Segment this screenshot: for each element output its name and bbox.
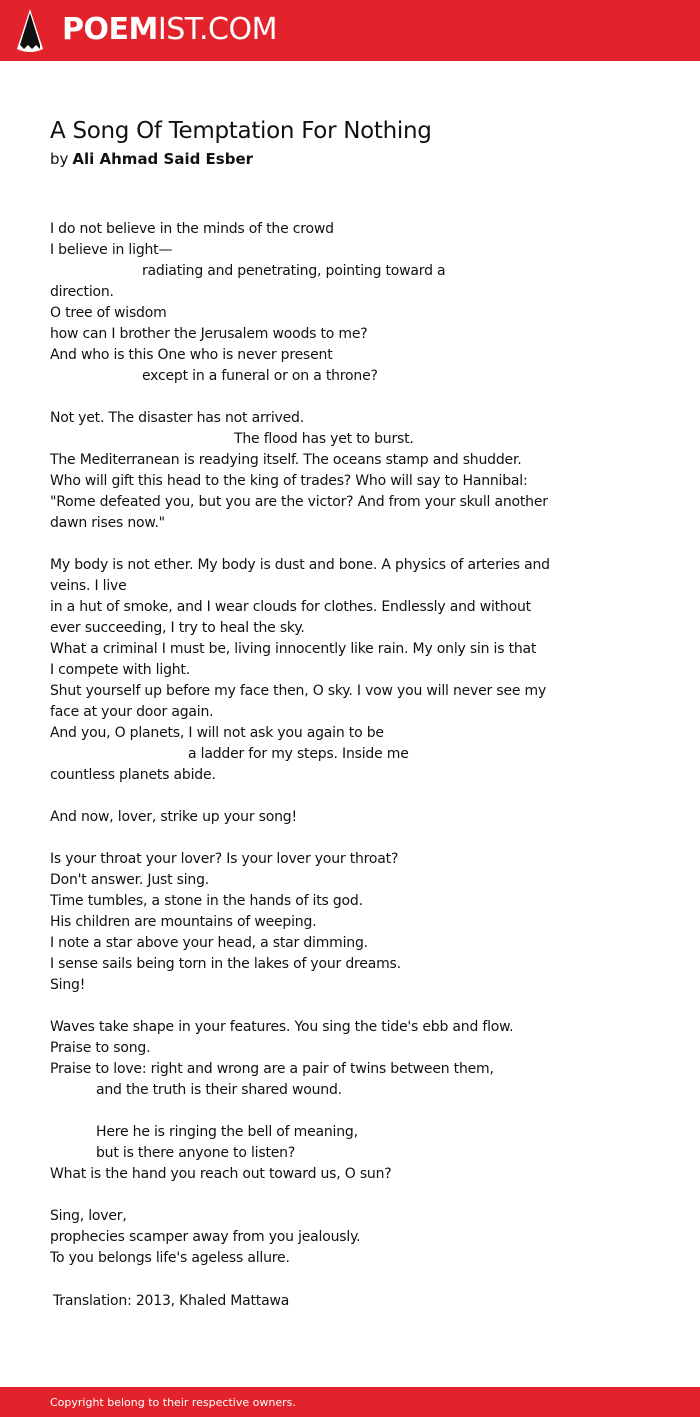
poem-line: I believe in light— (50, 242, 173, 258)
poem-title: A Song Of Temptation For Nothing (50, 118, 432, 144)
poem-line: Waves take shape in your features. You sing the tide's ebb and flow. (50, 1019, 514, 1035)
poem-line: The flood has yet to burst. (234, 431, 414, 447)
poem-line: direction. (50, 284, 114, 300)
poem-line: ever succeeding, I try to heal the sky. (50, 620, 305, 636)
footer-bar (0, 1387, 700, 1417)
logo-bold-text: POEM (62, 12, 158, 47)
poem-line: dawn rises now." (50, 515, 165, 531)
poem-line: "Rome defeated you, but you are the victor? And from your skull another (50, 494, 548, 510)
stanza-break (50, 786, 570, 807)
stanza-break (50, 1185, 570, 1206)
poem-line: but is there anyone to listen? (96, 1145, 296, 1161)
poem-line: Praise to love: right and wrong are a pair of twins between them, (50, 1061, 494, 1077)
site-logo[interactable] (62, 12, 277, 48)
poem-line: And who is this One who is never present (50, 347, 333, 363)
poem-line: Not yet. The disaster has not arrived. (50, 410, 304, 426)
byline (50, 148, 253, 170)
poem-line: in a hut of smoke, and I wear clouds for clothes. Endlessly and without (50, 599, 531, 615)
poem-line: I note a star above your head, a star dimming. (50, 935, 368, 951)
poem-line: radiating and penetrating, pointing toward a (142, 263, 446, 279)
poem-line: Who will gift this head to the king of trades? Who will say to Hannibal: (50, 473, 528, 489)
copyright-notice: Copyright belong to their respective owners. (50, 1396, 296, 1409)
stanza-break (50, 828, 570, 849)
poem-line: I sense sails being torn in the lakes of your dreams. (50, 956, 401, 972)
translation-credit: Translation: 2013, Khaled Mattawa (53, 1293, 290, 1309)
poem-line: except in a funeral or on a throne? (142, 368, 378, 384)
poem-line: The Mediterranean is readying itself. The oceans stamp and shudder. (50, 452, 522, 468)
poem-line: And now, lover, strike up your song! (50, 809, 297, 825)
poem-line: Don't answer. Just sing. (50, 872, 210, 888)
logo-light-text: IST.COM (157, 12, 277, 47)
poem-line: Sing, lover, (50, 1208, 127, 1224)
poem-line: veins. I live (50, 578, 127, 594)
stanza-break (50, 1101, 570, 1122)
poem-line: countless planets abide. (50, 767, 216, 783)
poem-line: how can I brother the Jerusalem woods to me? (50, 326, 368, 342)
poem-line: a ladder for my steps. Inside me (188, 746, 409, 762)
poem-line: I compete with light. (50, 662, 190, 678)
poem-line: To you belongs life's ageless allure. (50, 1250, 290, 1266)
poem-line: and the truth is their shared wound. (96, 1082, 342, 1098)
poem-line: Sing! (50, 977, 86, 993)
stanza-break (50, 387, 570, 408)
poem-line: And you, O planets, I will not ask you again to be (50, 725, 384, 741)
stanza-break (50, 996, 570, 1017)
poem-line: His children are mountains of weeping. (50, 914, 317, 930)
poem-line: Is your throat your lover? Is your lover your throat? (50, 851, 399, 867)
poem-line: My body is not ether. My body is dust and bone. A physics of arteries and (50, 557, 550, 573)
poem-line: I do not believe in the minds of the crowd (50, 221, 334, 237)
poem-line: What is the hand you reach out toward us, O sun? (50, 1166, 392, 1182)
poem-line: What a criminal I must be, living innocently like rain. My only sin is that (50, 641, 537, 657)
poem-line: Time tumbles, a stone in the hands of its god. (50, 893, 363, 909)
poem-line: prophecies scamper away from you jealously. (50, 1229, 361, 1245)
poem-line: Here he is ringing the bell of meaning, (96, 1124, 358, 1140)
poem-line: face at your door again. (50, 704, 214, 720)
author-name[interactable]: Ali Ahmad Said Esber (72, 150, 254, 168)
stanza-break (50, 534, 570, 555)
poem-line: Shut yourself up before my face then, O sky. I vow you will never see my (50, 683, 547, 699)
poem-body (50, 219, 570, 1269)
poem-line: Praise to song. (50, 1040, 151, 1056)
poem-line: O tree of wisdom (50, 305, 167, 321)
header-bar (0, 0, 700, 61)
pencil-icon[interactable] (16, 9, 44, 53)
by-label: by (50, 150, 69, 168)
